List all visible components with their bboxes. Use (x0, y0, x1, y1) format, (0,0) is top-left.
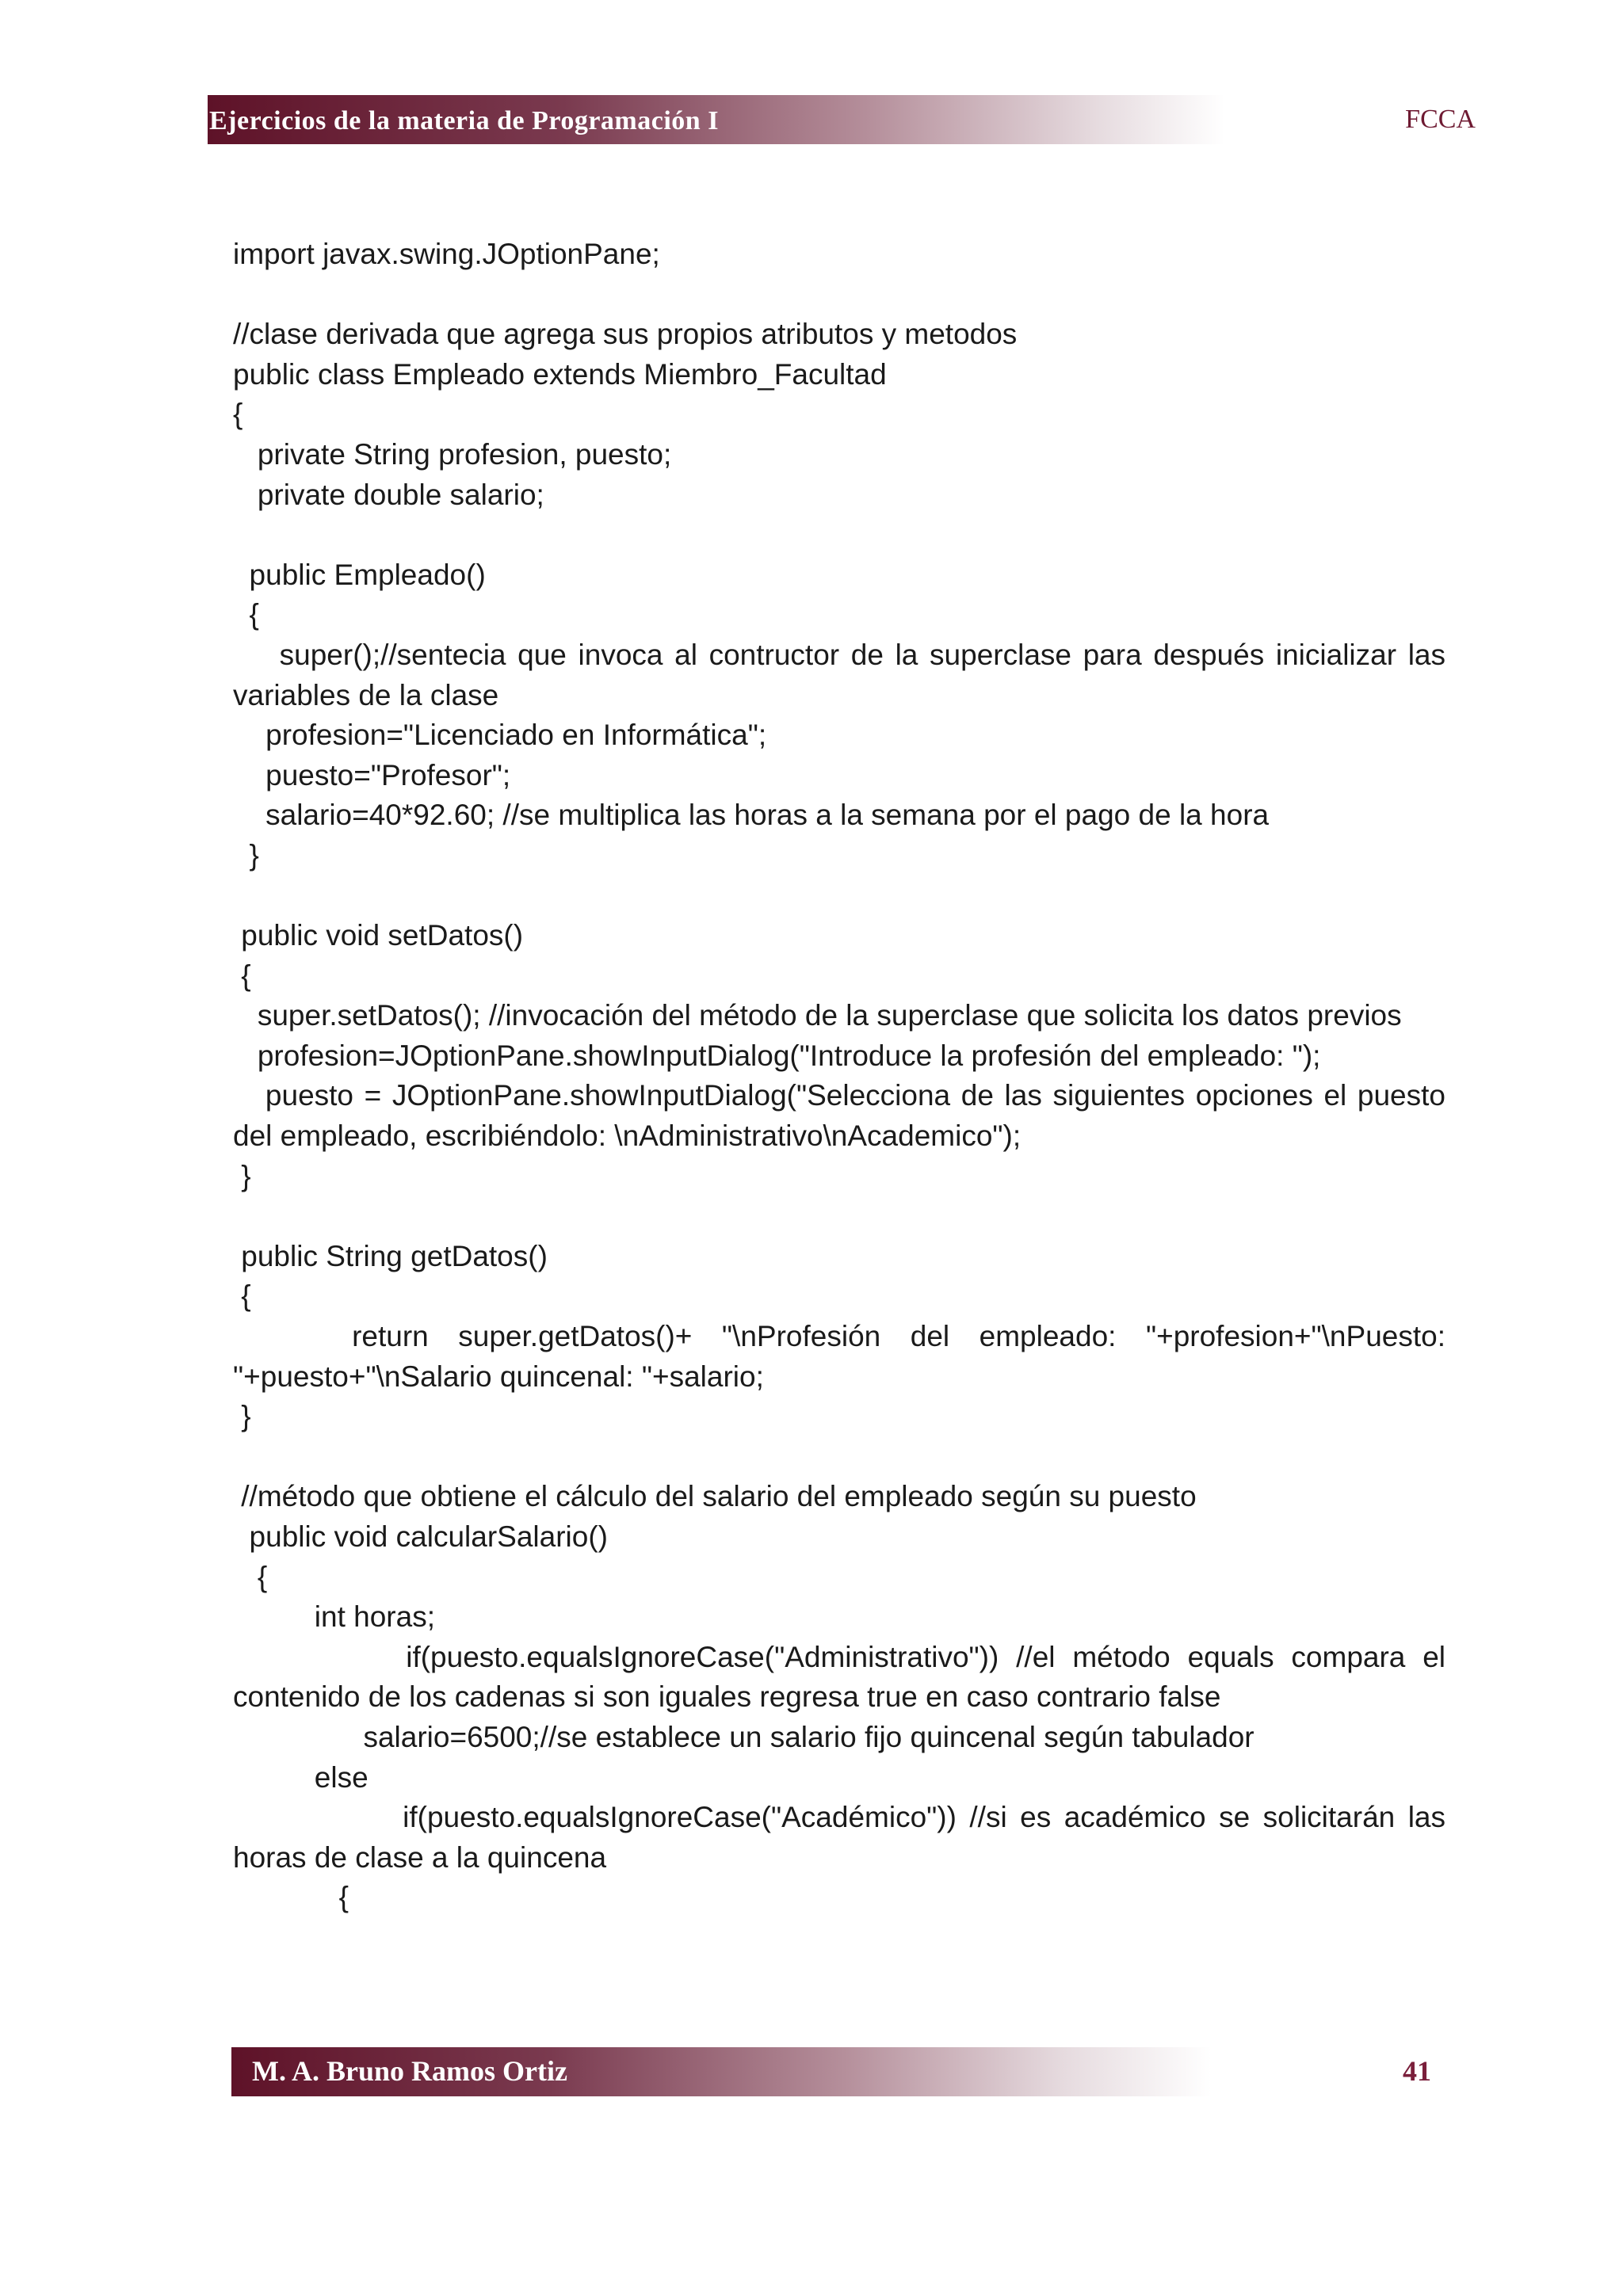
page-number: 41 (1403, 2055, 1431, 2087)
code-line: { (233, 1881, 349, 1914)
code-line: salario=40*92.60; //se multiplica las horas a la semana por el pago de la hora (233, 799, 1270, 832)
code-line: public class Empleado extends Miembro_Facultad (233, 357, 887, 391)
code-line: import javax.swing.JOptionPane; (233, 238, 660, 270)
code-line: variables de la clase (233, 678, 499, 711)
code-line: public Empleado() (233, 558, 486, 591)
code-line: super.setDatos(); //invocación del método de la superclase que solicita los datos previos (233, 999, 1402, 1032)
header-right-label: FCCA (1405, 105, 1476, 134)
code-line: super();//sentecia que invoca al contructor de la superclase para después inicializar las (233, 638, 1445, 671)
code-line: { (233, 598, 259, 631)
code-line: horas de clase a la quincena (233, 1840, 607, 1874)
code-line: else (233, 1760, 369, 1794)
code-line (233, 1196, 1445, 1237)
code-line: "+puesto+"\nSalario quincenal: "+salario; (233, 1360, 764, 1393)
code-line (233, 876, 1445, 917)
code-line: profesion=JOptionPane.showInputDialog("Introduce la profesión del empleado: "); (233, 1039, 1321, 1072)
header-title: Ejercicios de la materia de Programación I (209, 106, 719, 135)
code-line: } (233, 838, 259, 871)
code-line (233, 275, 1445, 315)
code-listing (233, 235, 1445, 1918)
code-line (233, 515, 1445, 555)
code-line: public void calcularSalario() (233, 1520, 608, 1553)
code-line: puesto = JOptionPane.showInputDialog("Selecciona de las siguientes opciones el puesto (233, 1079, 1445, 1112)
code-line: private double salario; (233, 478, 544, 511)
code-line: public void setDatos() (233, 919, 524, 952)
code-line: puesto="Profesor"; (233, 758, 511, 791)
code-line: { (233, 959, 251, 992)
code-line: profesion="Licenciado en Informática"; (233, 719, 767, 752)
code-line: return super.getDatos()+ "\nProfesión del empleado: "+profesion+"\nPuesto: (233, 1320, 1445, 1353)
code-line: } (233, 1159, 251, 1192)
code-line: { (233, 1560, 268, 1593)
footer-author: M. A. Bruno Ramos Ortiz (252, 2055, 567, 2087)
code-line: if(puesto.equalsIgnoreCase("Académico")) //si es académico se solicitarán las (233, 1801, 1446, 1834)
code-line: } (233, 1400, 251, 1433)
code-line: del empleado, escribiéndolo: \nAdministrativo\nAcademico"); (233, 1119, 1022, 1153)
code-line (233, 1437, 1445, 1478)
code-line: public String getDatos() (233, 1239, 548, 1272)
code-line: int horas; (233, 1600, 435, 1634)
code-line: { (233, 1280, 251, 1313)
code-line: contenido de los cadenas si son iguales regresa true en caso contrario false (233, 1680, 1221, 1714)
code-line: //clase derivada que agrega sus propios atributos y metodos (233, 318, 1018, 351)
code-line: salario=6500;//se establece un salario fijo quincenal según tabulador (233, 1720, 1254, 1753)
code-line: { (233, 398, 243, 431)
code-line: //método que obtiene el cálculo del salario del empleado según su puesto (233, 1480, 1197, 1513)
code-line: private String profesion, puesto; (233, 437, 672, 471)
code-line: if(puesto.equalsIgnoreCase("Administrativo")) //el método equals compara el (233, 1640, 1445, 1673)
